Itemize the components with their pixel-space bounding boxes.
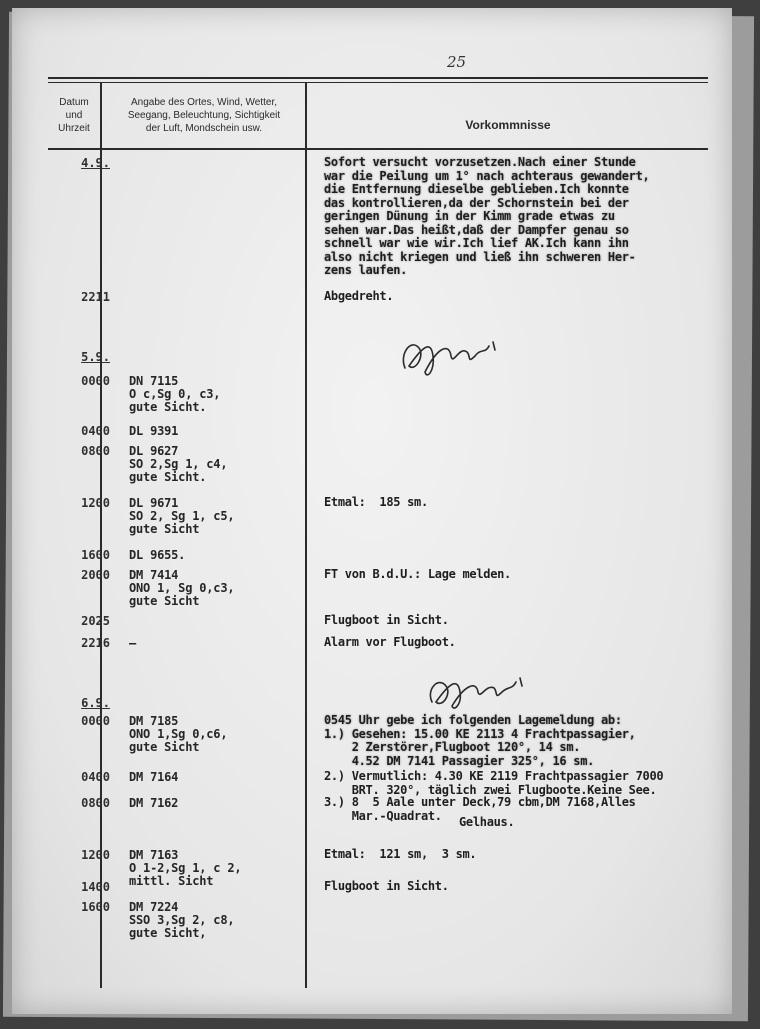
entry-position-weather: DM 7414 ONO 1, Sg 0,c3, gute Sicht [129,568,235,608]
entry-event-text: Flugboot in Sicht. [324,879,449,893]
entry-position-weather: DM 7164 [129,770,179,784]
entry-time: 0400 [81,424,110,438]
entry-time: 2211 [81,290,110,304]
entry-position-weather: DL 9391 [129,424,179,438]
entry-position-weather: DM 7185 ONO 1,Sg 0,c6, gute Sicht [129,714,228,754]
entry-time: 2000 [81,568,110,582]
header-date-time: Datum und Uhrzeit [58,97,90,134]
entry-event-text: Etmal: 121 sm, 3 sm. [324,847,477,861]
entry-position-weather: DN 7115 O c,Sg 0, c3, gute Sicht. [129,374,221,414]
entry-position-weather: — [129,636,137,650]
entry-event-text: FT von B.d.U.: Lage melden. [324,567,511,581]
header-place-weather: Angabe des Ortes, Wind, Wetter, Seegang, Beleuchtung, Sichtigkeit der Luft, Mondschein usw. [127,97,281,134]
log-page [12,8,732,1014]
entry-event-text: Flugboot in Sicht. [324,613,449,627]
entry-date-heading: 4.9. [81,156,110,170]
entry-event-text: 3.) 8 5 Aale unter Deck,79 cbm,DM 7168,Alles Mar.-Quadrat. [324,795,636,823]
entry-event-text: 2.) Vermutlich: 4.30 KE 2119 Frachtpassagier 7000 BRT. 320°, täglich zwei Flugboote.Keine See. [324,769,664,797]
entry-time: 0000 [81,714,110,728]
header-bottom-rule [48,148,708,150]
entry-time: 0000 [81,374,110,388]
entry-position-weather: DM 7224 SSO 3,Sg 2, c8, gute Sicht, [129,900,235,940]
entry-position-weather: DM 7163 O 1-2,Sg 1, c 2, mittl. Sicht [129,848,242,888]
entry-event-text: Alarm vor Flugboot. [324,635,456,649]
entry-time: 1600 [81,900,110,914]
entry-time: 1600 [81,548,110,562]
entry-event-text: 0545 Uhr gebe ich folgenden Lagemeldung ab: 1.) Gesehen: 15.00 KE 2113 4 Frachtpassagier, 2 Zerstörer,Flugboot 120°, 14 sm. 4.52 DM 7141 Passagier 325°, 16 sm. [324,713,636,768]
entry-time: 0800 [81,444,110,458]
header-events: Vorkommnisse [465,118,551,132]
entry-position-weather: DL 9655. [129,548,186,562]
entry-event-text: Etmal: 185 sm. [324,495,428,509]
entry-time: 2025 [81,614,110,628]
top-rule [48,77,708,79]
entry-time: 0400 [81,770,110,784]
entry-time: 1200 [81,848,110,862]
signature-mark [397,326,507,386]
entry-event-text: Gelhaus. [459,815,515,829]
page-number: 25 [447,53,467,71]
entry-position-weather: DL 9627 SO 2,Sg 1, c4, gute Sicht. [129,444,228,484]
entry-date-heading: 6.9. [81,696,110,710]
entry-event-text: Sofort versucht vorzusetzen.Nach einer Stunde war die Peilung um 1° nach achteraus gewandert, die Entfernung dieselbe geblieben.Ich konnte das kontrollieren,da der Schornstein bei der geringen Dünung in der Kimm grade etwas zu sehen war.Das heißt,daß der Dampfer genau so schnell war wie wir.Ich lief AK.Ich kann ihn also nicht kriegen und ließ ihn schweren Her- zens laufen. [324,155,650,277]
signature-mark-2 [424,668,534,716]
top-rule-second [48,82,708,83]
entry-position-weather: DL 9671 SO 2, Sg 1, c5, gute Sicht [129,496,235,536]
entry-event-text: Abgedreht. [324,289,394,303]
entry-date-heading: 5.9. [81,350,110,364]
entry-time: 1400 [81,880,110,894]
entry-time: 0800 [81,796,110,810]
entry-time: 1200 [81,496,110,510]
entry-position-weather: DM 7162 [129,796,179,810]
entry-time: 2216 [81,636,110,650]
